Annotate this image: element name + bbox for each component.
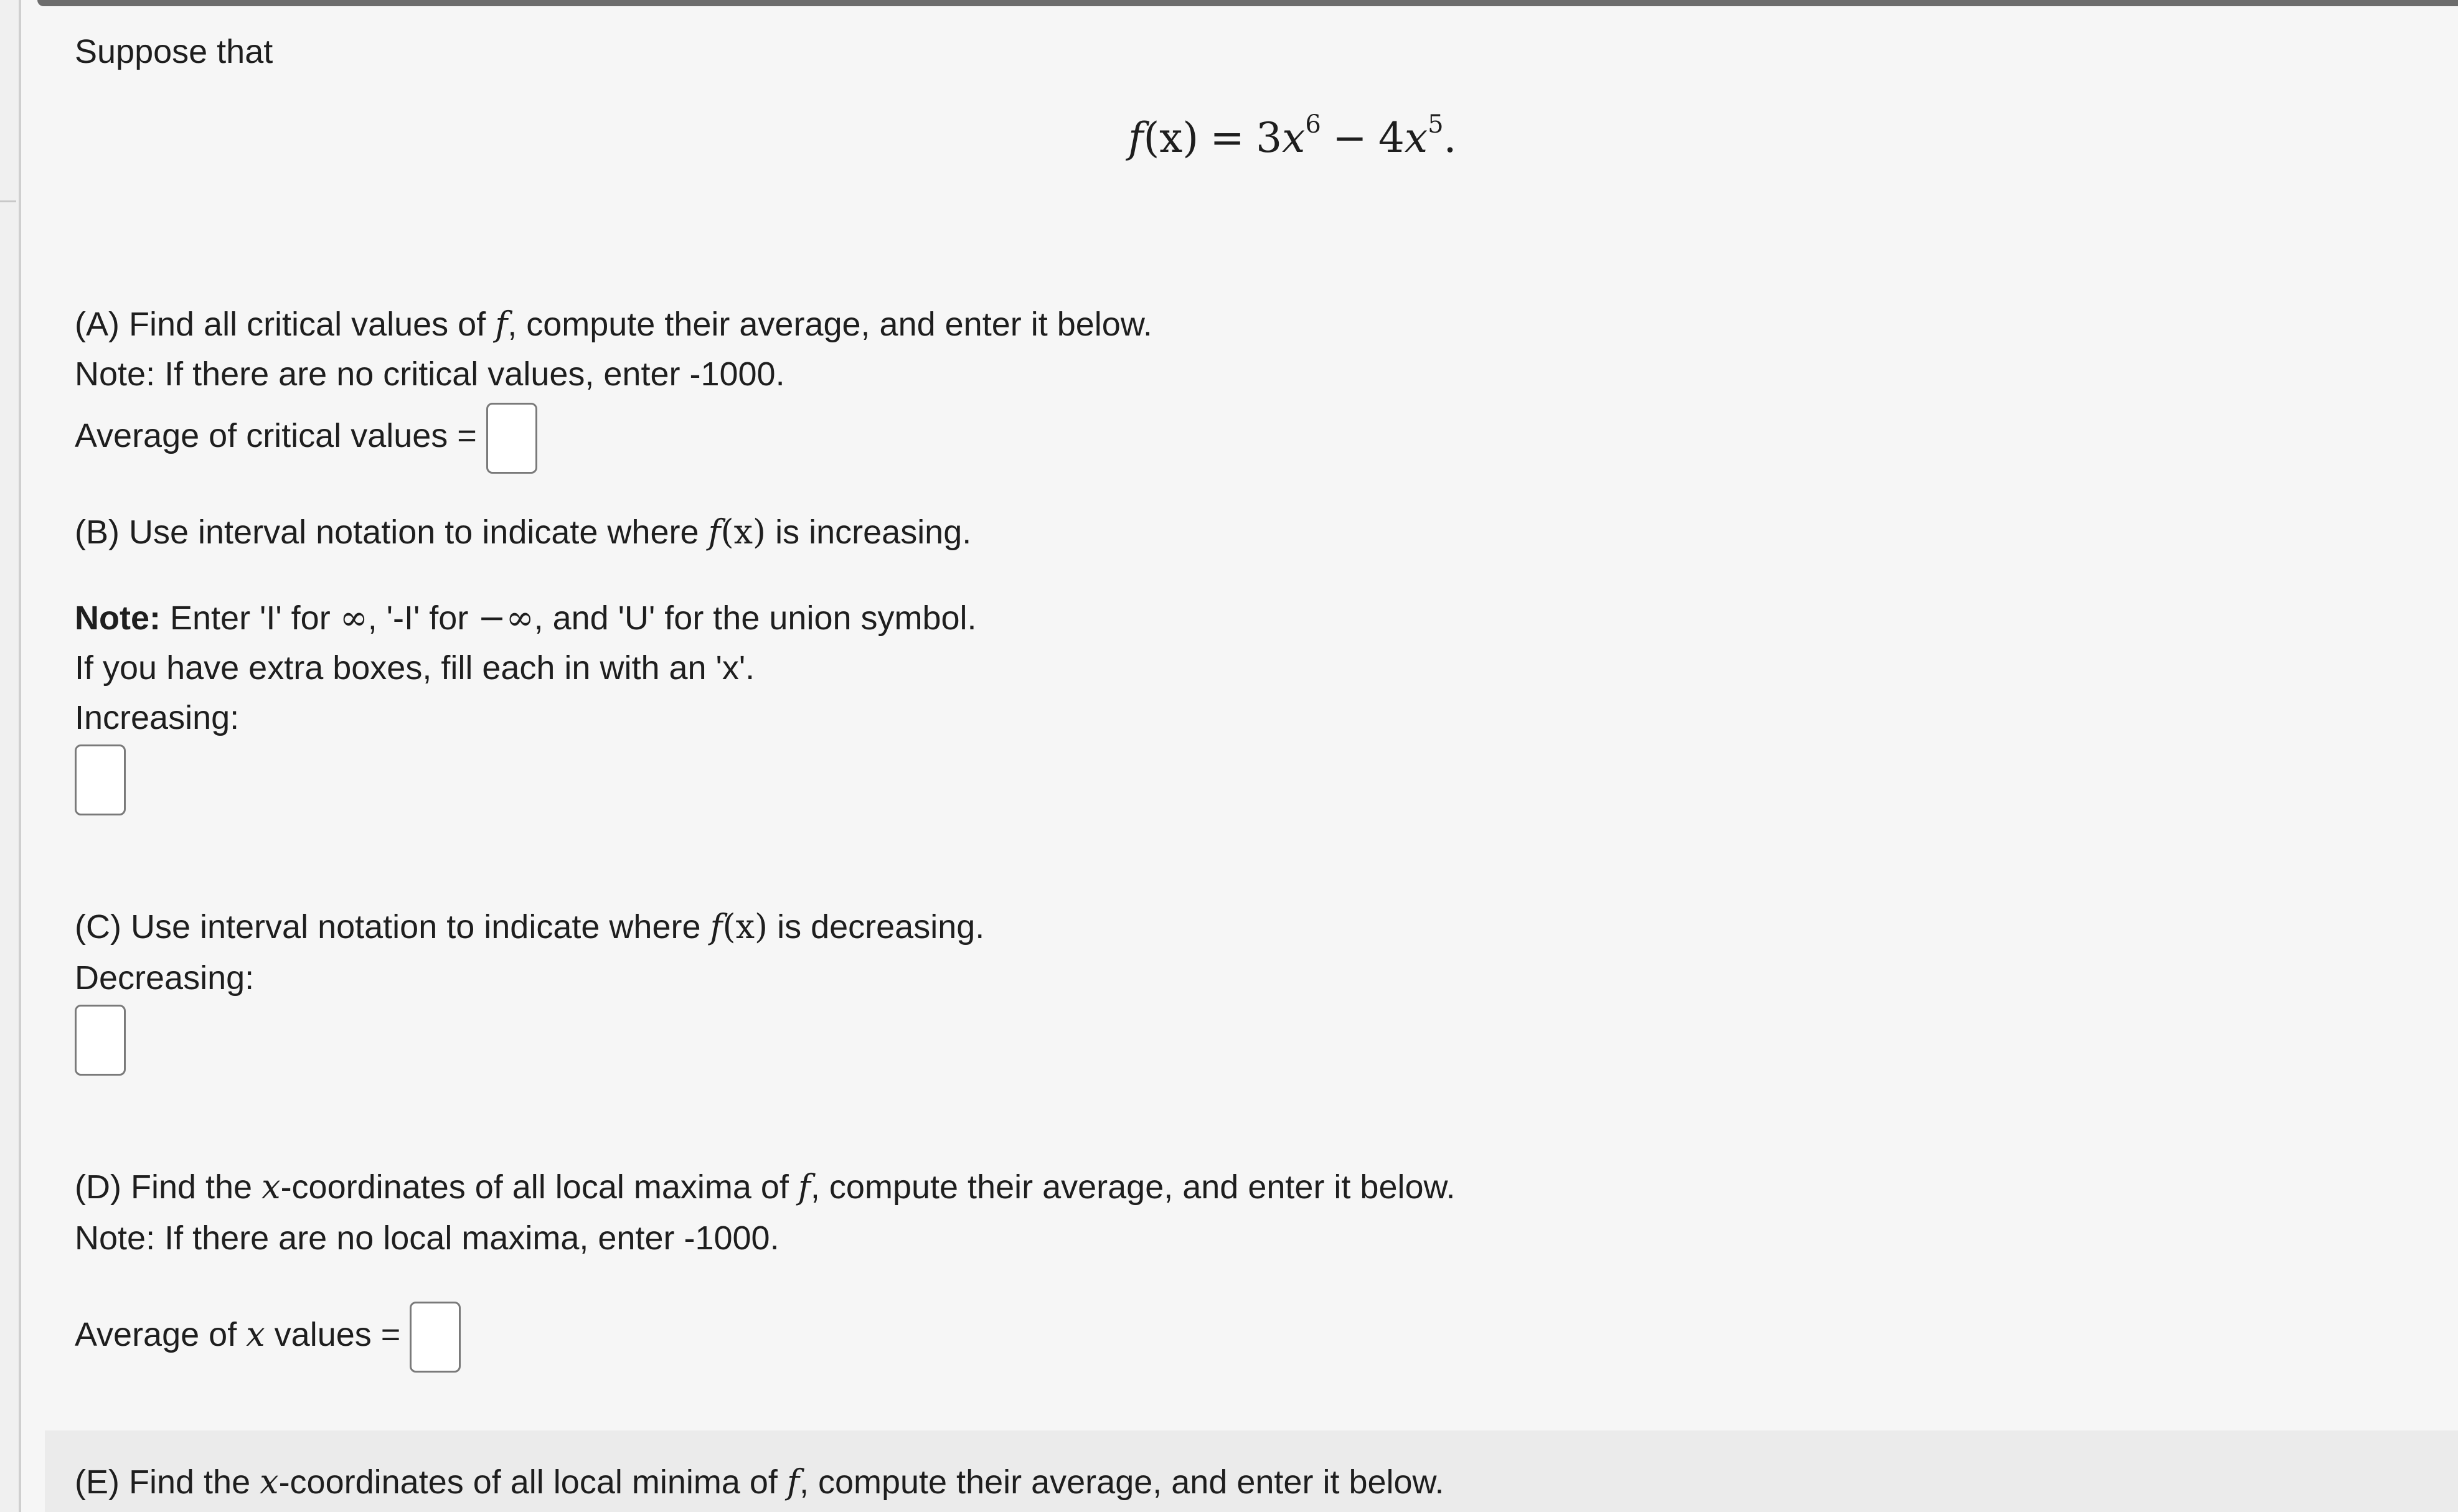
part-b-prompt: (B) Use interval notation to indicate where f(x) is increasing. xyxy=(75,512,972,552)
increasing-answer-row xyxy=(75,744,126,815)
part-a-answer-label: Average of critical values = xyxy=(75,417,477,454)
part-d-prompt: (D) Find the x-coordinates of all local maxima of f, compute their average, and enter it below. xyxy=(75,1167,1456,1206)
increasing-label: Increasing: xyxy=(75,699,240,736)
part-b-note-extra-boxes: If you have extra boxes, fill each in with an 'x'. xyxy=(75,649,755,687)
left-tick-mark xyxy=(0,200,16,202)
decreasing-answer-row xyxy=(75,1005,126,1076)
part-b-note: Note: Enter 'I' for ∞, '-I' for −∞, and 'U' for the union symbol. xyxy=(75,598,977,637)
critical-values-average-input[interactable] xyxy=(486,403,537,474)
part-a-prompt: (A) Find all critical values of f, compute their average, and enter it below. xyxy=(75,304,1152,344)
decreasing-interval-input[interactable] xyxy=(75,1005,126,1076)
part-a-note: Note: If there are no critical values, enter -1000. xyxy=(75,355,785,393)
part-a-answer-row xyxy=(75,398,537,474)
part-d-answer-row: Average of x values = xyxy=(75,1297,461,1373)
local-maxima-average-input[interactable] xyxy=(410,1302,461,1373)
intro-text: Suppose that xyxy=(75,33,273,70)
increasing-interval-input[interactable] xyxy=(75,744,126,815)
top-border xyxy=(37,0,2458,6)
left-border xyxy=(19,0,21,1512)
decreasing-label: Decreasing: xyxy=(75,959,255,997)
function-formula: $f(x) = 3x^6 - 4x^5$. xyxy=(1128,110,1457,162)
part-d-note: Note: If there are no local maxima, enter -1000. xyxy=(75,1219,779,1257)
part-c-prompt: (C) Use interval notation to indicate where f(x) is decreasing. xyxy=(75,907,985,946)
part-e-prompt: (E) Find the x-coordinates of all local minima of f, compute their average, and enter it below. xyxy=(75,1462,1444,1501)
left-gutter xyxy=(0,0,19,1512)
